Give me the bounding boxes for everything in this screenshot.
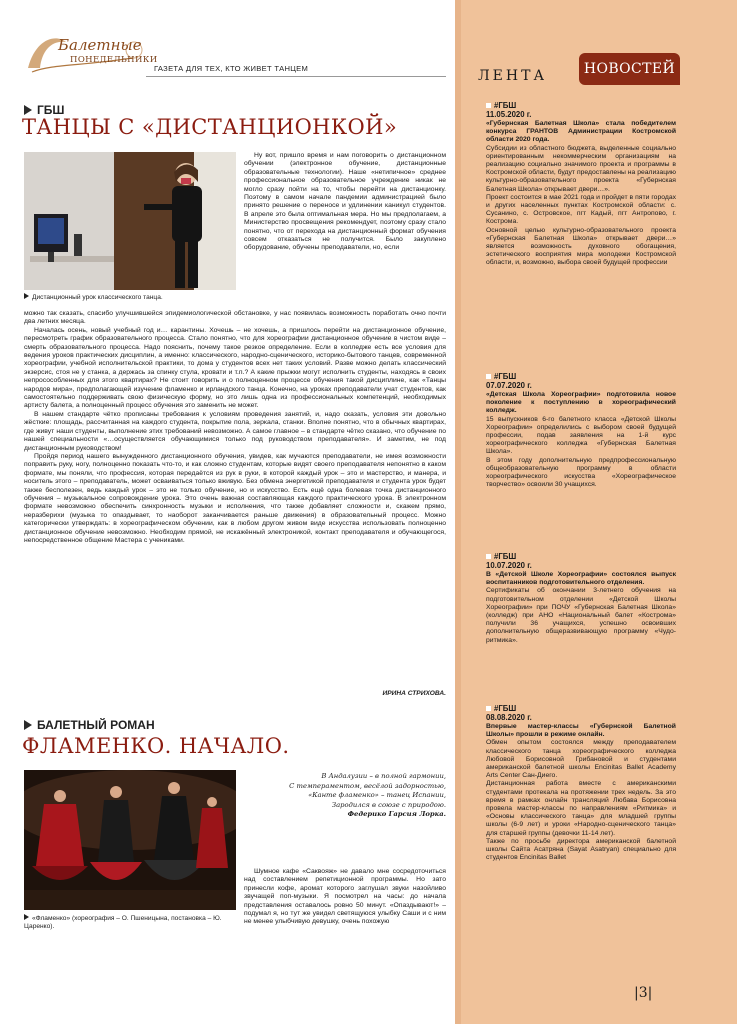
article1-intro xyxy=(244,152,446,310)
article1-photo-caption-text: Дистанционный урок классического танца. xyxy=(32,294,163,301)
article2-kicker-text: БАЛЕТНЫЙ РОМАН xyxy=(37,717,155,732)
article2-paragraph: Шумное кафе «Саквояж» не давало мне сосредоточиться над составлением репетиционной программы. Но зато принесли кофе, аромат которого заглушал звуки назойливо звучащей поп-музыки. Я посмотрел на часы: до начала представления оставалось ровно 50 минут. «Опаздывают!» – подумал я, но тут же увидел светящуюся улыбку Саши и с ним не менее улыбчивую девушку, очень похожую xyxy=(244,868,446,926)
news-item xyxy=(486,372,676,548)
article2-photo-caption xyxy=(24,914,236,931)
article1-paragraph: можно так сказать, спасибо улучшившейся эпидемиологической обстановке, у нас появилась возможность поработать очно почти два летних месяца. xyxy=(24,310,446,326)
epigraph-line: «Канте фламенко» – танец Испании, xyxy=(308,791,446,800)
news-tag xyxy=(486,372,676,381)
news-paragraph: Обмен опытом состоялся между преподавателем классического танца хореографического колледжа Любовой Борисовной Грибановой и студентами американской балетной школы Encinitas Ballet Academy Arts Center Сан-Диего. xyxy=(486,739,676,780)
sidebar-heading-badge: НОВОСТЕЙ xyxy=(579,53,680,85)
article2-epigraph xyxy=(262,772,446,820)
article1-title: ТАНЦЫ С «ДИСТАНЦИОНКОЙ» xyxy=(22,115,398,139)
square-bullet-icon xyxy=(486,554,491,559)
article1-paragraph: В нашем стандарте чётко прописаны требования к условиям проведения занятий, и, надо сказать, условия эти довольно жёсткие: площадь, рассчитанная на каждого студента, покрытие пола, зеркала, станки. Вполне понятно, что в обычных квартирах, где живут наши студенты, выполнение этих требований невозможно. А самое главное – в стандарте чётко сказано, что обучение по нашей специальности «…осуществляется обучающимися только под руководством преподавателя». И заметим, не под дистанционным руководством! xyxy=(24,410,446,452)
article1-photo-caption xyxy=(24,293,234,302)
masthead-logo xyxy=(22,28,158,86)
page-number: |3| xyxy=(634,985,653,1001)
news-item xyxy=(486,704,676,958)
triangle-bullet-icon xyxy=(24,105,32,115)
news-paragraph: 15 выпускников 6-го балетного класса «Детской Школы Хореографии» определились с выбором своей будущей профессии, подав заявления на 1-й курс хореографического колледжа «Губернская Балетная Школа». xyxy=(486,415,676,456)
news-lead: В «Детской Школе Хореографии» состоялся выпуск воспитанников подготовительного отделения. xyxy=(486,571,676,587)
news-tag-text: #ГБШ xyxy=(494,704,517,713)
news-date: 08.08.2020 г. xyxy=(486,713,532,722)
news-tag xyxy=(486,704,676,713)
news-item xyxy=(486,101,676,365)
epigraph-line: С темпераментом, весёлой задорностью, xyxy=(289,781,446,790)
article1-kicker-text: ГБШ xyxy=(37,102,65,117)
square-bullet-icon xyxy=(486,706,491,711)
article2-photo-caption-text: «Фламенко» (хореография – О. Пшеницына, постановка – Ю. Царенко). xyxy=(24,915,222,931)
triangle-bullet-icon xyxy=(24,914,29,920)
news-paragraph: Субсидии из областного бюджета, выделенные социально ориентированным некоммерческим организациям на реализацию социально значимого проекта и программы в Костромской области, будут предоставлены на реализацию культурно-образовательного проекта «Губернская Балетная Школа» открывает двери…». xyxy=(486,144,676,193)
article1-body xyxy=(24,310,446,698)
sidebar-heading-lenta: ЛЕНТА xyxy=(478,68,548,84)
article2-kicker xyxy=(24,717,155,732)
article1-paragraph: Пройдя период нашего вынужденного дистанционного обучения, увидев, как мучаются преподаватели, не имея возможности поправить руку, ногу, полноценно показать что-то, и как сложно студентам, которые видят своего преподавателя непонятно в каком формате, мы поняли, что профессия, которая передаётся из рук в руки, в которой каждый урок – это и мастерство, и манера, и носитель этого – преподаватель, может осваиваться только вживую. Без обмена энергетикой преподавателя и студента урок будет также бесполезен, ведь каждый урок – это не только обучение, но и искусство. Есть ещё одна болевая точка дистанционного обучения – музыкальное сопровождение урока. Это очень важная составляющая каждого практического урока. В электронном формате невозможно обеспечить синхронность музыки и исполнения, что также добавляет сложности и, скажем прямо, неразберихи (музыка то опаздывает, то наоборот заканчивается раньше движения) в образовательный процесс. Можно категорически утверждать: в хореографическом обучении, как в любом другом живом виде искусства использовать полноценно дистанционное обучение невозможно. Необходим прямой, не искажённый электроникой, контакт преподавателя и обучающегося, непосредственное общение Мастера с учениками. xyxy=(24,452,446,544)
news-paragraph: Основной целью культурно-образовательного проекта «Губернская Балетная Школа» открывает двери…» является возможность духовного обогащения, эстетического восприятия мира молодежи Костромской области, и, возможно, выбора своей будущей профессии xyxy=(486,226,676,267)
news-paragraph: Дистанционная работа вместе с американскими студентами протекала на протяжении трех недель. За это время в рамках онлайн трансляций Любава Борисовна провела мастер-классы по направлениям «Ритмика» и «Основы классического танца» для младшей группы школы (6-9 лет) и уроки «Народно-сценического танца» для старшей группы (девочки 11-14 лет). xyxy=(486,780,676,837)
news-lead: «Детская Школа Хореографии» подготовила новое поколение к поступлению в хореографический колледж. xyxy=(486,391,676,415)
epigraph-author: Федерико Гарсия Лорка. xyxy=(347,810,446,819)
masthead-tagline: ГАЗЕТА ДЛЯ ТЕХ, КТО ЖИВЕТ ТАНЦЕМ xyxy=(154,64,309,73)
article2-photo xyxy=(24,770,236,910)
article2-title: ФЛАМЕНКО. НАЧАЛО. xyxy=(22,734,290,758)
epigraph-line: В Андалузии – в полной гармонии, xyxy=(321,772,446,780)
news-date: 07.07.2020 г. xyxy=(486,381,532,390)
square-bullet-icon xyxy=(486,103,491,108)
news-paragraph: В этом году дополнительную предпрофессиональную общеобразовательную программу в области хореографического искусства «Хореографическое творчество» освоили 30 учащихся. xyxy=(486,456,676,489)
news-lead: Впервые мастер-классы «Губернской Балетной Школы» прошли в режиме онлайн. xyxy=(486,723,676,739)
news-tag-text: #ГБШ xyxy=(494,101,517,110)
triangle-bullet-icon xyxy=(24,720,32,730)
news-tag xyxy=(486,552,676,561)
triangle-bullet-icon xyxy=(24,293,29,299)
news-tag-text: #ГБШ xyxy=(494,552,517,561)
news-tag-text: #ГБШ xyxy=(494,372,517,381)
news-paragraph: Проект состоится в мае 2021 года и пройдет в пяти городах и других населенных пунктах Костромской области: с. Сусанино, с. Островское, пгт Кадый, пгт Антропово, г. Кострома. xyxy=(486,193,676,226)
news-tag xyxy=(486,101,676,110)
news-lead: «Губернская Балетная Школа» стала победителем конкурса ГРАНТОВ Администрации Костромской области 2020 года. xyxy=(486,120,676,144)
logo-title: Балетные xyxy=(58,36,142,54)
news-paragraph: Также по просьбе директора американской балетной школы Сайта Асатряна (Sayat Asatryan) специально для студентов Encinitas Ballet xyxy=(486,837,676,862)
article1-photo xyxy=(24,152,236,290)
epigraph-line: Зародился в союзе с природою. xyxy=(331,800,446,809)
news-date: 10.07.2020 г. xyxy=(486,561,532,570)
article2-body xyxy=(244,868,446,1016)
news-item xyxy=(486,552,676,700)
masthead-divider xyxy=(146,76,446,77)
logo-subtitle: ПОНЕДЕЛЬНИКИ xyxy=(70,55,158,65)
square-bullet-icon xyxy=(486,374,491,379)
article1-intro-text: Ну вот, пришло время и нам поговорить о дистанционном обучении (электронное обучение, дистанционные образовательные технологии). Наше «нетипичное» среднее профессиональное образовательное учреждение никак не могло сразу пойти на то, чтобы перейти на дистанционку. Поэтому в самом начале пандемии администрацией было принято решение о переносе и удлинении каникул студентов. В апреле это была оптимальная мера. Но мы предполагаем, а Министерство просвещения рекомендует, поэтому сразу стало понятно, что от перехода на дистанционный формат обучения совсем отказаться не получится. Было закуплено оборудование, обучены преподаватели, но, если xyxy=(244,152,446,252)
article1-signature: ИРИНА СТРИХОВА. xyxy=(382,690,446,697)
news-date: 11.05.2020 г. xyxy=(486,110,532,119)
article1-paragraph: Началась осень, новый учебный год и… карантины. Хочешь – не хочешь, а пришлось перейти на дистанционное обучение, пересмотреть график образовательного процесса. Стало понятно, что для хореографии дистанционное обучение в чистом виде – смерть образовательного процесса. Надо пояснить, почему такое резкое определение. Если в колледже есть все условия для ведения уроков практических дисциплин, а именно: классического, народно-сценического, историко-бытового танцев, современной хореографии, учебной исполнительской практики, то дома у студентов всех нет таких условий. Разве можно делать классический экзерсис, стоя не у станка, а держась за спинку стула, кровати и т.п.? А какие прыжки могут исполнить студенты, находясь в своих непросособленных для этого квартирах? Не стоит говорить и о полноценном процессе обучения такой дисциплине, как «Танцы народов мира», предполагающей изучение фламенко и ирландского танца. Конечно, на уроках преподаватели учат студентов, как самостоятельно поддерживать свою физическую форму, но это лишь одна из профессиональных компетенций, необходимых артисту балета, а полноценный процесс обучения это заменить не может. xyxy=(24,326,446,410)
news-paragraph: Сертификаты об окончании 3-летнего обучения на подготовительном отделении «Детской Школы Хореографии» при ПОЧУ «Губернская Балетная Школа» (колледж) при АНО «Национальный балет «Кострома» получили 36 учащихся, успешно освоивших дополнительную общеразвивающую программу «Чудо-ритмика». xyxy=(486,587,676,644)
